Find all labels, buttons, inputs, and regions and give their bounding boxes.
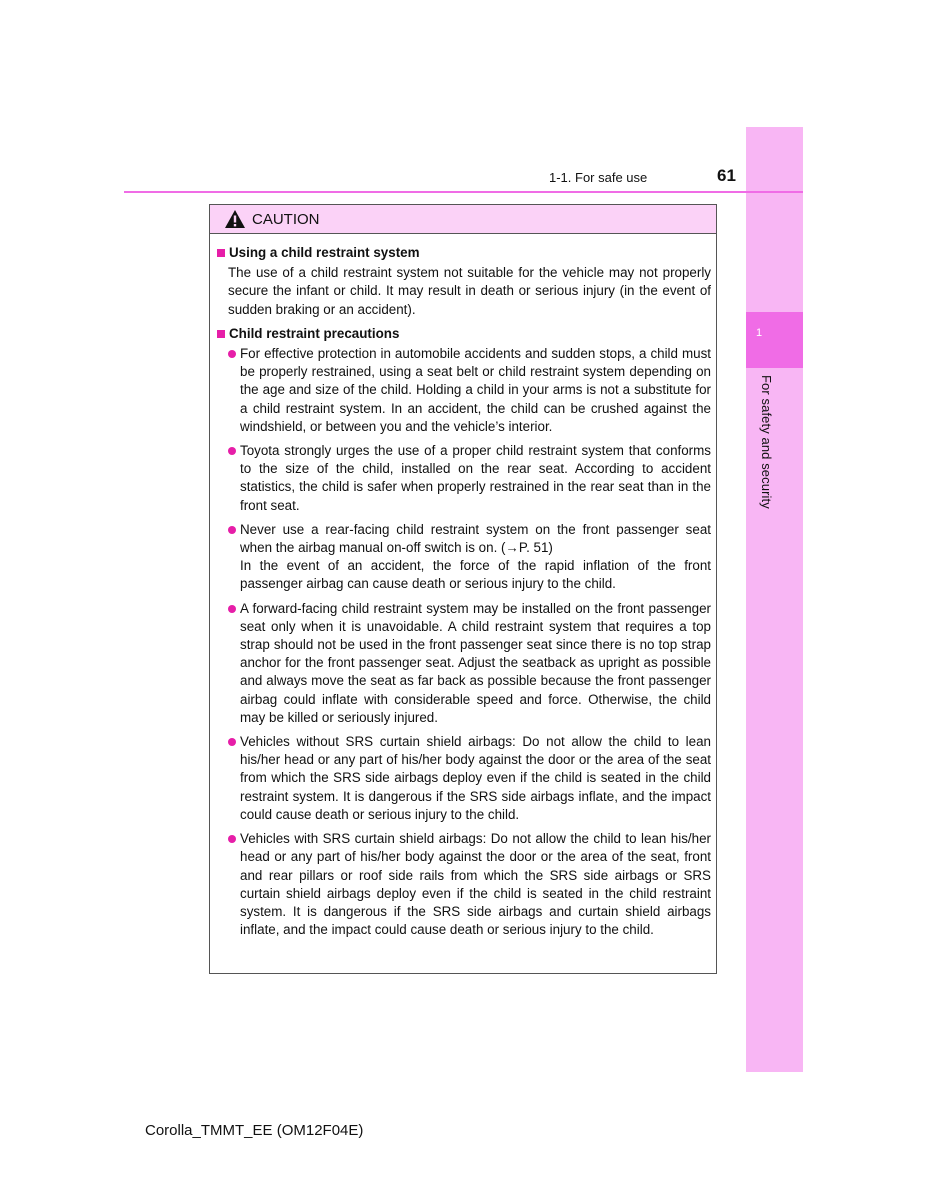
bullet-dot-icon bbox=[228, 605, 236, 613]
list-item-text: A forward-facing child restraint system may be installed on the front passenger seat only when it is unavoidable. A child restraint system that requires a top strap should not be used in the front passenger seat since there is no top strap anchor for the front passenger seat. Adjust the seatback as upright as possible and always move the seat as far back as possible because the front passenger airbag could inflate with considerable speed and force. Otherwise, the child may be killed or seriously injured. bbox=[240, 600, 711, 725]
section-heading-text: Child restraint precautions bbox=[229, 325, 400, 341]
section-heading-text: Using a child restraint system bbox=[229, 245, 420, 260]
header-rule bbox=[124, 191, 803, 193]
page-number: 61 bbox=[717, 166, 736, 185]
section-heading bbox=[215, 244, 711, 262]
list-item bbox=[215, 600, 711, 727]
section-heading bbox=[215, 325, 711, 343]
bullet-dot-icon bbox=[228, 350, 236, 358]
bullet-dot-icon bbox=[228, 526, 236, 534]
chapter-side-tab bbox=[746, 127, 803, 1072]
list-item-text: Vehicles with SRS curtain shield airbags: Do not allow the child to lean his/her head or any part of his/her body against the door or the area of the seat, front and rear pillars or roof side rails from which the SRS side airbags or SRS curtain shield airbags deploy even if the child is seated in the child restraint system. It is dangerous if the SRS side airbags and curtain shield airbags inflate, and the impact could cause death or serious injury to the child. bbox=[240, 831, 711, 938]
caution-header bbox=[210, 205, 716, 234]
footer-document-id: Corolla_TMMT_EE (OM12F04E) bbox=[145, 1122, 364, 1139]
section-paragraph: The use of a child restraint system not suitable for the vehicle may not properly secure the infant or child. It may result in death or serious injury (in the event of sudden braking or an accident). bbox=[228, 265, 711, 317]
square-bullet-icon bbox=[217, 330, 225, 338]
section-label: 1-1. For safe use bbox=[549, 170, 648, 185]
caution-title: CAUTION bbox=[252, 210, 320, 228]
list-item-text-continued: In the event of an accident, the force of the rapid inflation of the front passenger airbag can cause death or serious injury to the child. bbox=[240, 558, 711, 592]
chapter-title: For safety and security bbox=[759, 375, 774, 509]
bullet-dot-icon bbox=[228, 447, 236, 455]
list-item bbox=[215, 733, 711, 824]
caution-box bbox=[209, 204, 717, 974]
chapter-side-tab-active[interactable] bbox=[746, 312, 803, 368]
list-item-text: Toyota strongly urges the use of a proper child restraint system that conforms to the size of the child, installed on the rear seat. According to accident statistics, the child is safer when properly restrained in the rear seat than in the front seat. bbox=[240, 443, 711, 513]
list-item bbox=[215, 521, 711, 594]
warning-triangle-icon bbox=[224, 209, 246, 229]
list-item bbox=[215, 442, 711, 515]
bullet-dot-icon bbox=[228, 835, 236, 843]
list-item-text: Never use a rear-facing child restraint system on the front passenger seat when the airbag manual on-off switch is on. (→P. 51) bbox=[240, 521, 711, 556]
caution-body bbox=[210, 234, 716, 939]
square-bullet-icon bbox=[217, 249, 225, 257]
list-item bbox=[215, 830, 711, 939]
bullet-dot-icon bbox=[228, 738, 236, 746]
list-item-text: For effective protection in automobile accidents and sudden stops, a child must be properly restrained, using a seat belt or child restraint system depending on the age and size of the child. Holding a child in your arms is not a substitute for a child restraint system. In an accident, the child can be crushed against the windshield, or between you and the vehicle’s interior. bbox=[240, 346, 711, 434]
list-item bbox=[215, 345, 711, 436]
chapter-number: 1 bbox=[755, 327, 763, 339]
list-item-text: Vehicles without SRS curtain shield airbags: Do not allow the child to lean his/her head or any part of his/her body against the door or the area of the seat from which the SRS side airbags deploy even if the child is seated in the child restraint system. It is dangerous if the SRS side airbags inflate, and the impact could cause death or serious injury to the child. bbox=[240, 734, 711, 822]
